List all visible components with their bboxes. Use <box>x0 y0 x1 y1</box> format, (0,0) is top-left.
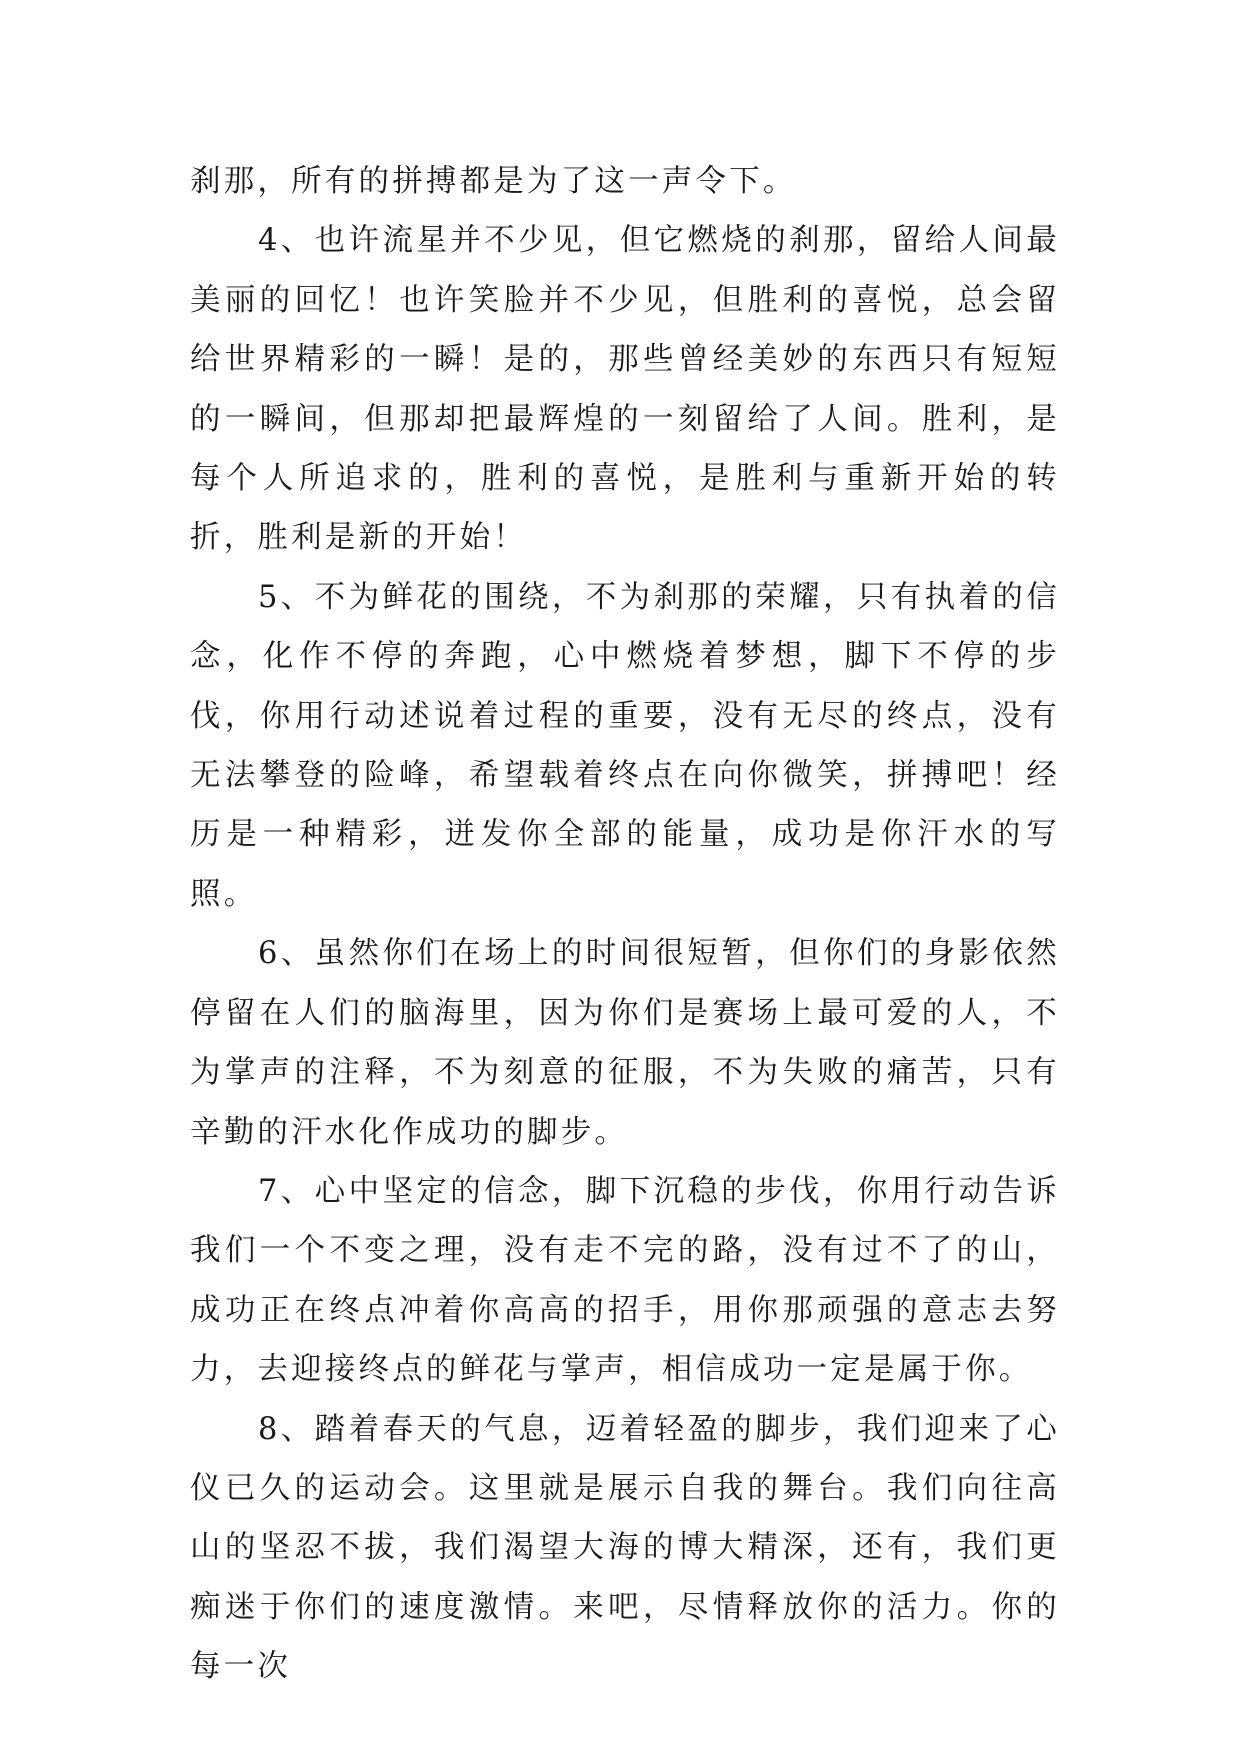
paragraph-item-4: 4、也许流星并不少见，但它燃烧的刹那，留给人间最美丽的回忆！也许笑脸并不少见，但胜利的喜悦，总会留给世界精彩的一瞬！是的，那些曾经美妙的东西只有短短的一瞬间，但那却把最辉煌的一刻留给了人间。胜利，是每个人所追求的，胜利的喜悦，是胜利与重新开始的转折，胜利是新的开始！ <box>190 223 1060 556</box>
paragraph-item-6: 6、虽然你们在场上的时间很短暂，但你们的身影依然停留在人们的脑海里，因为你们是赛场上最可爱的人，不为掌声的注释，不为刻意的征服，不为失败的痛苦，只有辛勤的汗水化作成功的脚步。 <box>190 936 1060 1150</box>
paragraph-item-7: 7、心中坚定的信念，脚下沉稳的步伐，你用行动告诉我们一个不变之理，没有走不完的路，没有过不了的山，成功正在终点冲着你高高的招手，用你那顽强的意志去努力，去迎接终点的鲜花与掌声，相信成功一定是属于你。 <box>190 1173 1060 1388</box>
paragraph-item-8: 8、踏着春天的气息，迈着轻盈的脚步，我们迎来了心仪已久的运动会。这里就是展示自我的舞台。我们向往高山的坚忍不拔，我们渴望大海的博大精深，还有，我们更痴迷于你们的速度激情。来吧，尽情释放你的活力。你的每一次 <box>190 1411 1060 1685</box>
paragraph-item-5: 5、不为鲜花的围绕，不为刹那的荣耀，只有执着的信念，化作不停的奔跑，心中燃烧着梦想，脚下不停的步伐，你用行动述说着过程的重要，没有无尽的终点，没有无法攀登的险峰，希望载着终点在向你微笑，拼搏吧！经历是一种精彩，迸发你全部的能量，成功是你汗水的写照。 <box>190 579 1060 912</box>
paragraph-continuation: 刹那，所有的拼搏都是为了这一声令下。 <box>190 164 797 199</box>
document-body <box>190 152 1060 1697</box>
